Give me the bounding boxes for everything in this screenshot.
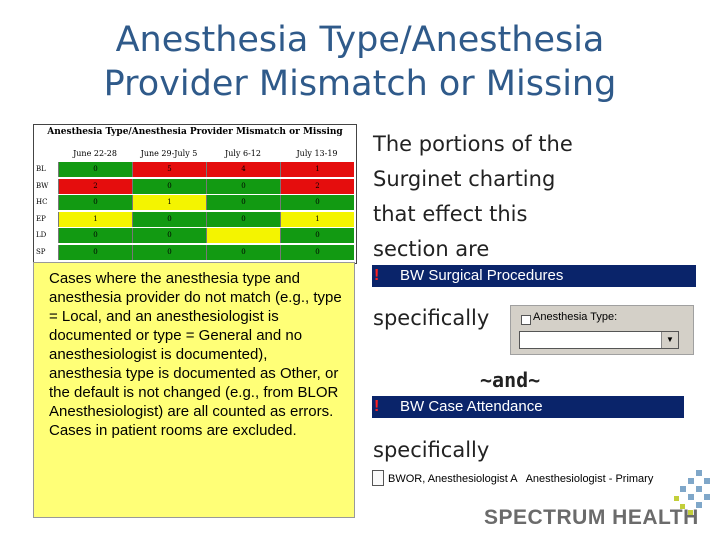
table-cell: 0	[58, 195, 132, 210]
table-cell: 0	[132, 212, 206, 227]
anesthesia-type-checkbox[interactable]	[521, 315, 531, 325]
table-cell: 0	[206, 212, 280, 227]
table-title: Anesthesia Type/Anesthesia Provider Mismatch or Missing	[47, 127, 343, 137]
table-cell: 4	[206, 162, 280, 177]
table-row	[34, 162, 356, 177]
table-row-label: LD	[36, 231, 47, 239]
table-col-header: June 29-July 5	[140, 149, 198, 158]
table-cell: 0	[132, 228, 206, 243]
grid-icon	[372, 470, 384, 486]
table-cell: 1	[280, 212, 354, 227]
table-header-row	[34, 147, 356, 161]
table-row	[34, 179, 356, 194]
table-cell	[206, 228, 280, 243]
table-row-label: SP	[36, 247, 46, 256]
slide-title-line1: Anesthesia Type/Anesthesia	[115, 20, 605, 60]
mismatch-table-image	[33, 124, 357, 264]
attendance-row-text: BWOR, Anesthesiologist A Anesthesiologist - Primary	[388, 473, 654, 485]
table-cell: 0	[280, 245, 354, 260]
table-col-header: July 6-12	[225, 149, 261, 158]
table-cell: 2	[58, 179, 132, 194]
table-cell: 2	[280, 179, 354, 194]
table-cell: 0	[206, 179, 280, 194]
intro-text	[373, 127, 573, 267]
table-cell: 0	[58, 228, 132, 243]
spectrum-health-logo: SPECTRUM HEALTH	[484, 506, 699, 529]
intro-line: that effect this	[373, 202, 528, 226]
table-col-header: June 22-28	[73, 149, 117, 158]
anesthesia-type-field	[510, 305, 694, 355]
intro-line: Surginet charting	[373, 167, 556, 191]
table-cell: 0	[58, 162, 132, 177]
anesthesia-type-label: Anesthesia Type:	[533, 311, 618, 323]
attendance-row[interactable]	[372, 468, 697, 490]
table-row	[34, 212, 356, 227]
anesthesia-type-dropdown[interactable]	[519, 331, 679, 349]
table-row-label: EP	[36, 214, 46, 223]
slide-title-line2: Provider Mismatch or Missing	[103, 64, 617, 104]
table-row-label: BW	[36, 181, 49, 190]
table-cell: 1	[280, 162, 354, 177]
table-cell: 1	[132, 195, 206, 210]
table-cell: 5	[132, 162, 206, 177]
table-row	[34, 228, 356, 243]
bar-label: BW Case Attendance	[400, 398, 543, 415]
required-icon: !	[374, 267, 380, 284]
table-row-label: HC	[36, 198, 48, 206]
table-cell: 0	[132, 245, 206, 260]
table-row	[34, 195, 356, 210]
bw-case-attendance-bar[interactable]	[372, 396, 684, 418]
table-row	[34, 245, 356, 260]
table-row-label: BL	[36, 165, 46, 173]
required-icon: !	[374, 398, 380, 415]
explanation-note: Cases where the anesthesia type and anesthesia provider do not match (e.g., type = Local, and an anesthesiologist is documented or type = General and no anesthesiologist is documented), anesthesia type is documented as Other, or the default is not changed (e.g., from BLOR Anesthesiologist) are all counted as errors. Cases in patient rooms are excluded.	[33, 262, 355, 518]
table-cell: 0	[206, 245, 280, 260]
table-cell: 1	[58, 212, 132, 227]
table-cell: 0	[206, 195, 280, 210]
table-col-header: July 13-19	[296, 149, 338, 158]
chevron-down-icon[interactable]: ▼	[661, 332, 678, 348]
bar-label: BW Surgical Procedures	[400, 267, 564, 284]
table-cell: 0	[132, 179, 206, 194]
specifically-text-2: specifically	[373, 438, 490, 462]
slide-title	[20, 18, 700, 106]
specifically-text-1: specifically	[373, 306, 490, 330]
bw-surgical-procedures-bar[interactable]	[372, 265, 696, 287]
table-cell: 0	[280, 228, 354, 243]
table-cell: 0	[280, 195, 354, 210]
intro-line: The portions of the	[373, 132, 573, 156]
table-cell: 0	[58, 245, 132, 260]
and-separator: ~and~	[480, 368, 541, 392]
intro-line: section are	[373, 237, 490, 261]
